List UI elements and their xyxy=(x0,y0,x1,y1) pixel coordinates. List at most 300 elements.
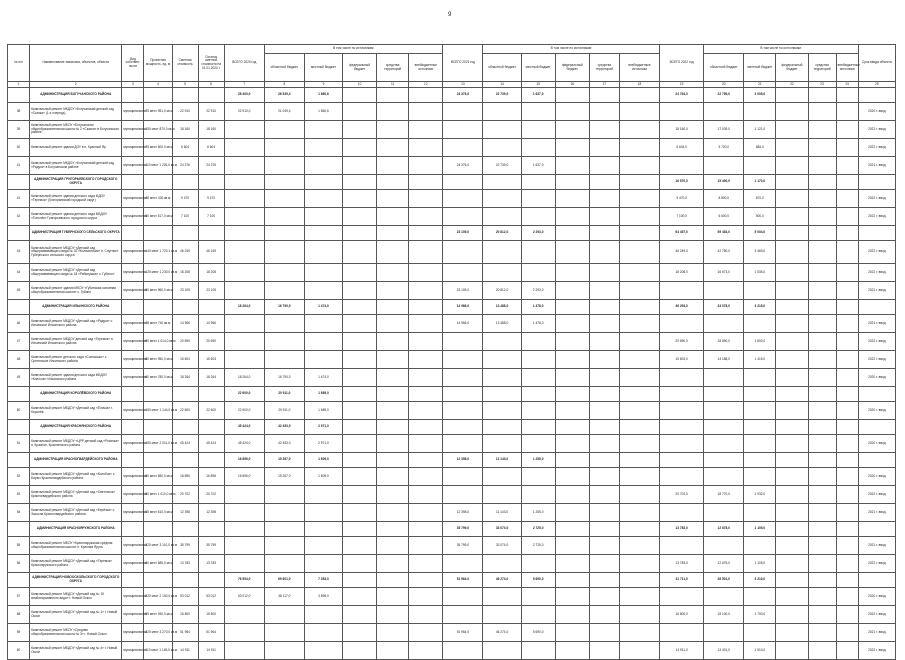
cost-remainder: 14 911 xyxy=(198,642,224,660)
row-no: 38 xyxy=(8,103,30,121)
amount-cell: 1 637,0 xyxy=(521,88,555,103)
amount-cell: 2 005,0 xyxy=(744,88,776,103)
amount-cell xyxy=(304,208,342,226)
amount-cell xyxy=(589,402,619,420)
cell xyxy=(172,175,198,190)
completion-term: 2020 г. ввод xyxy=(858,588,895,606)
amount-cell xyxy=(836,522,858,537)
amount-cell: 1 478,0 xyxy=(521,315,555,333)
object-name: Капитальный ремонт МКДОУ «Богучанский детский сад «Сказка» (1-е очередь) xyxy=(30,103,122,121)
row-no: 52 xyxy=(8,468,30,486)
amount-cell xyxy=(744,435,776,453)
amount-cell xyxy=(343,435,377,453)
amount-cell xyxy=(619,208,659,226)
amount-cell xyxy=(704,420,744,435)
amount-cell xyxy=(776,468,808,486)
cost-remainder: 20 690 xyxy=(198,333,224,351)
amount-cell xyxy=(343,468,377,486)
amount-cell xyxy=(836,88,858,103)
row-no: 39 xyxy=(8,121,30,139)
amount-cell xyxy=(409,351,443,369)
amount-cell: 1 255,0 xyxy=(521,504,555,522)
ownership-type: муниципальная xyxy=(122,333,144,351)
object-name: Капитальный ремонт здания МБОУ «Губинская основная общеобразовательная школа» с. Губино xyxy=(30,282,122,300)
amount-cell xyxy=(776,402,808,420)
table-row xyxy=(8,190,896,208)
ownership-type: муниципальная xyxy=(122,351,144,369)
amount-cell: 42 453,0 xyxy=(264,435,304,453)
amount-cell xyxy=(483,468,521,486)
estimate-cost: 53 012 xyxy=(172,588,198,606)
amount-cell xyxy=(836,369,858,387)
amount-cell xyxy=(619,588,659,606)
amount-cell xyxy=(619,121,659,139)
section-row xyxy=(8,300,896,315)
amount-cell xyxy=(304,282,342,300)
amount-cell xyxy=(776,282,808,300)
amount-cell xyxy=(619,241,659,264)
amount-cell xyxy=(808,208,836,226)
sub-header: внебюджетные источники xyxy=(836,54,858,82)
amount-cell xyxy=(377,453,409,468)
amount-cell xyxy=(224,537,264,555)
amount-cell xyxy=(224,226,264,241)
amount-cell xyxy=(619,190,659,208)
cost-remainder: 45 424 xyxy=(198,435,224,453)
amount-cell: 13 488,0 xyxy=(483,315,521,333)
amount-cell xyxy=(409,486,443,504)
amount-cell xyxy=(808,402,836,420)
estimate-cost: 18 208 xyxy=(172,264,198,282)
cell xyxy=(144,453,172,468)
amount-cell xyxy=(589,264,619,282)
cell xyxy=(198,300,224,315)
amount-cell xyxy=(377,402,409,420)
completion-term: 2021 г. ввод xyxy=(858,157,895,175)
amount-cell xyxy=(521,208,555,226)
amount-cell: 13 488,0 xyxy=(483,300,521,315)
amount-cell xyxy=(409,190,443,208)
row-no: 46 xyxy=(8,315,30,333)
amount-cell: 22 739,0 xyxy=(483,157,521,175)
section-title: АДМИНИСТРАЦИЯ НОВООСКОЛЬСКОГО ГОРОДСКОГО ОКРУГА xyxy=(30,573,122,588)
amount-cell xyxy=(304,504,342,522)
amount-cell xyxy=(704,103,744,121)
amount-cell xyxy=(264,282,304,300)
amount-cell xyxy=(808,555,836,573)
amount-cell: 1 800,0 xyxy=(744,333,776,351)
amount-cell xyxy=(443,402,483,420)
amount-cell xyxy=(660,588,704,606)
cell xyxy=(122,88,144,103)
amount-cell xyxy=(343,453,377,468)
amount-cell xyxy=(409,522,443,537)
amount-cell: 48 117,0 xyxy=(264,588,304,606)
amount-cell xyxy=(377,264,409,282)
table-row xyxy=(8,351,896,369)
table-row xyxy=(8,555,896,573)
capacity: 55 мест 610,0 кв.м xyxy=(144,504,172,522)
amount-cell xyxy=(836,420,858,435)
row-no: 48 xyxy=(8,351,30,369)
section-row xyxy=(8,522,896,537)
amount-cell xyxy=(377,435,409,453)
amount-cell xyxy=(836,504,858,522)
amount-cell xyxy=(377,333,409,351)
estimate-cost: 51 964 xyxy=(172,624,198,642)
ownership-type: муниципальная xyxy=(122,103,144,121)
completion-term xyxy=(858,420,895,435)
amount-cell xyxy=(264,504,304,522)
estimate-cost: 13 783 xyxy=(172,555,198,573)
ownership-type: муниципальная xyxy=(122,121,144,139)
amount-cell xyxy=(660,624,704,642)
amount-cell xyxy=(483,588,521,606)
amount-cell xyxy=(483,402,521,420)
amount-cell xyxy=(555,504,589,522)
amount-cell xyxy=(808,351,836,369)
row-no: 50 xyxy=(8,402,30,420)
cost-remainder: 46 249 xyxy=(198,241,224,264)
cell xyxy=(172,88,198,103)
amount-cell: 51 964,0 xyxy=(443,624,483,642)
amount-cell xyxy=(836,175,858,190)
cell xyxy=(144,226,172,241)
ownership-type: муниципальная xyxy=(122,588,144,606)
amount-cell: 18 890,0 xyxy=(704,333,744,351)
amount-cell xyxy=(776,453,808,468)
amount-cell: 33 074,0 xyxy=(483,522,521,537)
amount-cell xyxy=(589,522,619,537)
amount-cell xyxy=(744,588,776,606)
sub-header: областной бюджет xyxy=(264,54,304,82)
completion-term xyxy=(858,300,895,315)
amount-cell xyxy=(264,522,304,537)
amount-cell: 884,0 xyxy=(744,139,776,157)
amount-cell: 20 690,0 xyxy=(660,333,704,351)
capacity: 150 мест 870,0 кв.м xyxy=(144,121,172,139)
amount-cell xyxy=(409,282,443,300)
row-no: 53 xyxy=(8,486,30,504)
object-name: Капитальный ремонт МБОУ «Средняя общеобразовательная школа № 3» г. Новый Оскол xyxy=(30,624,122,642)
amount-cell xyxy=(776,642,808,660)
amount-cell xyxy=(264,139,304,157)
amount-cell xyxy=(443,139,483,157)
amount-cell: 21 049,4 xyxy=(264,103,304,121)
row-no: 45 xyxy=(8,282,30,300)
capacity: 75 мест 951,0 кв.м xyxy=(144,103,172,121)
amount-cell xyxy=(808,190,836,208)
amount-cell xyxy=(808,588,836,606)
amount-cell xyxy=(808,624,836,642)
estimate-cost: 20 702 xyxy=(172,486,198,504)
amount-cell xyxy=(836,435,858,453)
amount-cell xyxy=(555,157,589,175)
amount-cell: 46 249,0 xyxy=(660,241,704,264)
amount-cell xyxy=(483,139,521,157)
amount-cell xyxy=(443,103,483,121)
amount-cell xyxy=(377,642,409,660)
amount-cell xyxy=(224,351,264,369)
amount-cell xyxy=(619,435,659,453)
cost-remainder: 22 600 xyxy=(198,402,224,420)
amount-cell xyxy=(776,300,808,315)
amount-cell xyxy=(619,624,659,642)
capacity: 80 мест 650,0 кв.м xyxy=(144,468,172,486)
section-title: АДМИНИСТРАЦИЯ КРАСНЯНСКОГО РАЙОНА xyxy=(30,420,122,435)
amount-cell xyxy=(409,588,443,606)
amount-cell: 1 689,0 xyxy=(304,387,342,402)
amount-cell xyxy=(264,208,304,226)
amount-cell: 26 539,4 xyxy=(264,88,304,103)
amount-cell xyxy=(521,121,555,139)
table-row xyxy=(8,486,896,504)
column-number: 1 xyxy=(8,82,30,88)
col-capacity-header: Проектная мощность, ед. м xyxy=(144,45,172,82)
amount-cell xyxy=(343,282,377,300)
cell xyxy=(122,420,144,435)
cost-remainder: 12 398 xyxy=(198,504,224,522)
amount-cell xyxy=(377,555,409,573)
table-row xyxy=(8,241,896,264)
amount-cell xyxy=(304,315,342,333)
amount-cell xyxy=(224,606,264,624)
amount-cell xyxy=(409,315,443,333)
amount-cell xyxy=(619,282,659,300)
row-no xyxy=(8,300,30,315)
amount-cell xyxy=(619,402,659,420)
amount-cell xyxy=(808,241,836,264)
amount-cell xyxy=(660,420,704,435)
amount-cell xyxy=(483,387,521,402)
cell xyxy=(198,420,224,435)
cell xyxy=(144,420,172,435)
amount-cell: 670,0 xyxy=(744,190,776,208)
amount-cell xyxy=(521,588,555,606)
amount-cell xyxy=(619,264,659,282)
amount-cell xyxy=(224,642,264,660)
amount-cell xyxy=(555,121,589,139)
col-term-header: Срок ввода объекта xyxy=(858,45,895,82)
object-name: Капитальный ремонт МБДОУ «Детский сад общеразвивающего вида № 32 «Колокольчик» п. Спутник» Губернского сельского округа xyxy=(30,241,122,264)
amount-cell xyxy=(409,175,443,190)
cost-remainder: 13 783 xyxy=(198,555,224,573)
amount-cell xyxy=(619,88,659,103)
amount-cell xyxy=(224,175,264,190)
amount-cell xyxy=(744,157,776,175)
col-name-header: Наименование заказчика, объектов, объекта xyxy=(30,45,122,82)
amount-cell: 6 600,0 xyxy=(704,208,744,226)
amount-cell xyxy=(744,537,776,555)
object-name: Капитальный ремонт МБДОУ «Детский сад общеразвивающего вида № 18 «Рябинушка» с. Губино» xyxy=(30,264,122,282)
cell xyxy=(144,387,172,402)
cell xyxy=(172,522,198,537)
column-number: 10 xyxy=(343,82,377,88)
table-row xyxy=(8,369,896,387)
amount-cell: 45 424,0 xyxy=(224,435,264,453)
amount-cell: 23 105,0 xyxy=(443,282,483,300)
amount-cell xyxy=(589,300,619,315)
amount-cell xyxy=(808,226,836,241)
amount-cell xyxy=(264,315,304,333)
amount-cell: 13 783,0 xyxy=(660,555,704,573)
amount-cell xyxy=(409,453,443,468)
amount-cell xyxy=(409,402,443,420)
amount-cell: 1 474,0 xyxy=(304,300,342,315)
amount-cell xyxy=(443,555,483,573)
amount-cell xyxy=(836,226,858,241)
amount-cell xyxy=(483,264,521,282)
amount-cell xyxy=(836,402,858,420)
amount-cell xyxy=(589,555,619,573)
cell xyxy=(172,453,198,468)
amount-cell xyxy=(660,537,704,555)
capacity: 150 мест 1 144,0 кв.м xyxy=(144,402,172,420)
amount-cell xyxy=(776,624,808,642)
amount-cell xyxy=(483,175,521,190)
sub-header: федеральный бюджет xyxy=(776,54,808,82)
section-row xyxy=(8,453,896,468)
table-row xyxy=(8,103,896,121)
amount-cell xyxy=(224,264,264,282)
amount-cell xyxy=(619,226,659,241)
amount-cell xyxy=(304,139,342,157)
amount-cell xyxy=(304,157,342,175)
amount-cell xyxy=(808,175,836,190)
amount-cell: 46 274,0 xyxy=(483,573,521,588)
amount-cell xyxy=(776,241,808,264)
cell xyxy=(198,453,224,468)
ownership-type: муниципальная xyxy=(122,435,144,453)
amount-cell xyxy=(619,103,659,121)
object-name: Капитальный ремонт МБДОУ «Детский сад № 15 комбинированного вида» г. Новый Оскол xyxy=(30,588,122,606)
amount-cell: 33 078,0 xyxy=(704,300,744,315)
amount-cell: 59 453,0 xyxy=(704,226,744,241)
amount-cell xyxy=(409,226,443,241)
amount-cell xyxy=(377,369,409,387)
table-row xyxy=(8,435,896,453)
amount-cell: 1 860,6 xyxy=(304,103,342,121)
row-no: 40 xyxy=(8,139,30,157)
amount-cell xyxy=(836,624,858,642)
amount-cell xyxy=(409,333,443,351)
sub-header: внебюджетные источники xyxy=(619,54,659,82)
amount-cell xyxy=(521,264,555,282)
amount-cell xyxy=(589,190,619,208)
amount-cell xyxy=(555,606,589,624)
capacity: 90 мест 1 014,0 кв.м xyxy=(144,333,172,351)
amount-cell xyxy=(443,387,483,402)
amount-cell: 51 964,0 xyxy=(443,573,483,588)
amount-cell xyxy=(443,190,483,208)
amount-cell: 9 470,0 xyxy=(660,190,704,208)
amount-cell: 18 264,0 xyxy=(224,300,264,315)
amount-cell xyxy=(589,624,619,642)
amount-cell xyxy=(521,387,555,402)
cell xyxy=(144,300,172,315)
estimate-cost: 16 800 xyxy=(172,606,198,624)
completion-term: 2022 г. ввод xyxy=(858,351,895,369)
amount-cell: 1 860,6 xyxy=(304,88,342,103)
amount-cell xyxy=(836,642,858,660)
amount-cell xyxy=(660,435,704,453)
amount-cell xyxy=(343,522,377,537)
amount-cell: 16 896,0 xyxy=(224,468,264,486)
amount-cell: 16 673,0 xyxy=(704,264,744,282)
amount-cell xyxy=(776,88,808,103)
amount-cell xyxy=(343,606,377,624)
completion-term: 2022 г. ввод xyxy=(858,208,895,226)
amount-cell xyxy=(343,241,377,264)
amount-cell xyxy=(589,588,619,606)
amount-cell xyxy=(744,387,776,402)
row-no xyxy=(8,175,30,190)
table-row xyxy=(8,537,896,555)
amount-cell xyxy=(443,369,483,387)
amount-cell xyxy=(343,264,377,282)
amount-cell xyxy=(555,537,589,555)
amount-cell xyxy=(589,103,619,121)
amount-cell xyxy=(619,369,659,387)
amount-cell xyxy=(483,420,521,435)
column-number: 4 xyxy=(144,82,172,88)
row-no: 42 xyxy=(8,208,30,226)
amount-cell xyxy=(409,300,443,315)
section-row xyxy=(8,175,896,190)
completion-term: 2022 г. ввод xyxy=(858,555,895,573)
amount-cell xyxy=(619,642,659,660)
completion-term: 2020 г. ввод xyxy=(858,103,895,121)
column-number: 11 xyxy=(377,82,409,88)
estimate-cost: 16 896 xyxy=(172,468,198,486)
amount-cell xyxy=(808,121,836,139)
amount-cell xyxy=(377,468,409,486)
estimate-cost: 6 604 xyxy=(172,139,198,157)
amount-cell xyxy=(704,588,744,606)
amount-cell xyxy=(704,402,744,420)
column-number: 13 xyxy=(443,82,483,88)
amount-cell: 33 074,0 xyxy=(483,537,521,555)
object-name: Капитальный ремонт МБДОУ «Детский сад «Светлячок» Красногвардейского района xyxy=(30,486,122,504)
amount-cell: 500,0 xyxy=(744,208,776,226)
cell xyxy=(172,387,198,402)
estimate-cost: 9 470 xyxy=(172,190,198,208)
amount-cell xyxy=(443,435,483,453)
amount-cell xyxy=(343,588,377,606)
amount-cell xyxy=(704,315,744,333)
estimate-cost: 15 603 xyxy=(172,351,198,369)
amount-cell xyxy=(377,226,409,241)
amount-cell xyxy=(224,504,264,522)
amount-cell xyxy=(836,241,858,264)
amount-cell xyxy=(224,190,264,208)
column-number: 20 xyxy=(704,82,744,88)
row-no xyxy=(8,226,30,241)
ownership-type: муниципальная xyxy=(122,139,144,157)
amount-cell xyxy=(304,555,342,573)
column-number: 8 xyxy=(264,82,304,88)
amount-cell xyxy=(619,333,659,351)
amount-cell xyxy=(483,208,521,226)
amount-cell xyxy=(660,504,704,522)
amount-cell: 1 535,0 xyxy=(744,264,776,282)
estimate-cost: 22 600 xyxy=(172,402,198,420)
amount-cell: 2 971,0 xyxy=(304,420,342,435)
amount-cell xyxy=(409,624,443,642)
amount-cell xyxy=(409,139,443,157)
amount-cell: 1 700,0 xyxy=(744,606,776,624)
amount-cell xyxy=(619,453,659,468)
